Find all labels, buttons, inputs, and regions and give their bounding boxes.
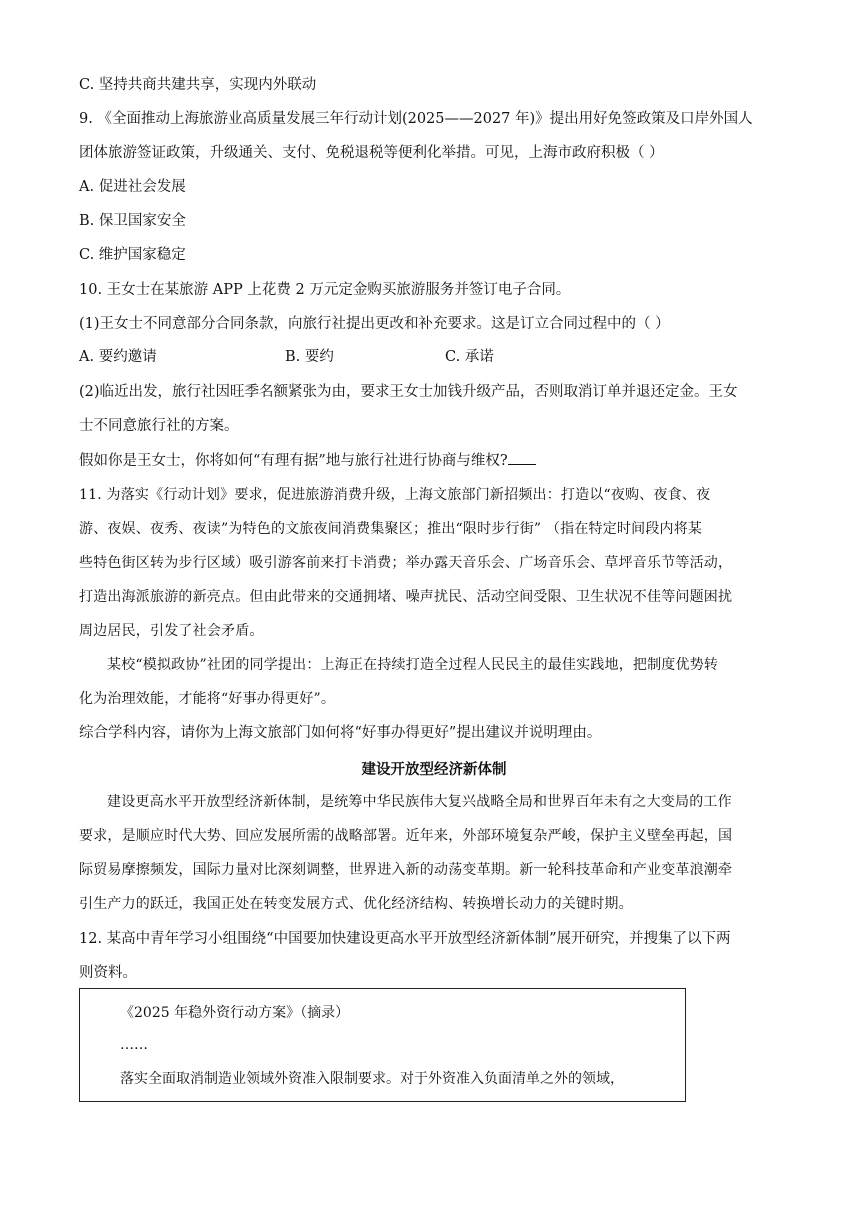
- section-line-4: 引生产力的跃迁，我国正处在转变发展方式、优化经济结构、转换增长动力的关键时期。: [79, 896, 633, 912]
- q12-stem-line-2: 则资料。: [79, 965, 137, 981]
- q10-option-c: C. 承诺: [445, 349, 494, 365]
- q11-line-4: 打造出海派旅游的新亮点。但由此带来的交通拥堵、噪声扰民、活动空间受限、卫生状况不佳等问题困扰: [79, 589, 733, 605]
- q11-line-1: 11. 为落实《行动计划》要求，促进旅游消费升级，上海文旅部门新招频出：打造以“夜购、夜食、夜: [79, 487, 711, 503]
- q9-option-b: B. 保卫国家安全: [79, 213, 186, 229]
- material-box-ellipsis: ……: [120, 1037, 148, 1053]
- q10-stem: 10. 王女士在某旅游 APP 上花费 2 万元定金购买旅游服务并签订电子合同。: [79, 282, 571, 298]
- q10-sub2-line-1: (2)临近出发，旅行社因旺季名额紧张为由，要求王女士加钱升级产品，否则取消订单并退还定金。王女: [79, 384, 738, 400]
- q11-line-2: 游、夜娱、夜秀、夜读”为特色的文旅夜间消费集聚区；推出“限时步行街” （指在特定时间段内将某: [79, 521, 703, 537]
- material-box: [79, 988, 686, 1102]
- q11-line-3: 些特色街区转为步行区域）吸引游客前来打卡消费；举办露天音乐会、广场音乐会、草坪音乐节等活动，: [79, 555, 733, 571]
- q9-option-a: A. 促进社会发展: [79, 179, 186, 195]
- q10-sub2-question: [79, 450, 536, 471]
- section-line-3: 际贸易摩擦频发，国际力量对比深刻调整，世界进入新的动荡变革期。新一轮科技革命和产业变革浪潮牵: [79, 862, 733, 878]
- q9-option-c: C. 维护国家稳定: [79, 247, 186, 263]
- material-box-text: 落实全面取消制造业领域外资准入限制要求。对于外资准入负面清单之外的领域，: [120, 1071, 624, 1087]
- q9-stem-line-1: 9. 《全面推动上海旅游业高质量发展三年行动计划(2025——2027 年)》提出用好免签政策及口岸外国人: [79, 111, 753, 127]
- answer-blank[interactable]: [508, 450, 536, 465]
- section-line-1: 建设更高水平开放型经济新体制，是统筹中华民族伟大复兴战略全局和世界百年未有之大变局的工作: [107, 794, 732, 810]
- q11-question: 综合学科内容，请你为上海文旅部门如何将“好事办得更好”提出建议并说明理由。: [79, 725, 602, 741]
- q10-sub2-question-text: 假如你是王女士，你将如何“有理有据”地与旅行社进行协商与维权?: [79, 453, 508, 469]
- section-line-2: 要求，是顺应时代大势、回应发展所需的战略部署。近年来，外部环境复杂严峻，保护主义壁垒再起，国: [79, 828, 733, 844]
- q10-option-a: A. 要约邀请: [79, 349, 157, 365]
- q11-line-5: 周边居民，引发了社会矛盾。: [79, 623, 264, 639]
- section-title: 建设开放型经济新体制: [361, 761, 507, 778]
- q11-para2-line-2: 化为治理效能，才能将“好事办得更好”。: [79, 691, 336, 707]
- q8-option-c: C. 坚持共商共建共享，实现内外联动: [79, 77, 317, 93]
- q10-sub1: (1)王女士不同意部分合同条款，向旅行社提出更改和补充要求。这是订立合同过程中的（ ）: [79, 316, 670, 332]
- q10-option-b: B. 要约: [285, 349, 334, 365]
- q10-sub2-line-2: 士不同意旅行社的方案。: [79, 418, 239, 434]
- q12-stem-line-1: 12. 某高中青年学习小组围绕“中国要加快建设更高水平开放型经济新体制”展开研究，并搜集了以下两: [79, 931, 731, 947]
- material-box-title: 《2025 年稳外资行动方案》（摘录）: [120, 1005, 350, 1021]
- q9-stem-line-2: 团体旅游签证政策，升级通关、支付、免税退税等便利化举措。可见，上海市政府积极（ ）: [79, 145, 664, 161]
- q11-para2-line-1: 某校“模拟政协”社团的同学提出：上海正在持续打造全过程人民民主的最佳实践地，把制度优势转: [107, 657, 719, 673]
